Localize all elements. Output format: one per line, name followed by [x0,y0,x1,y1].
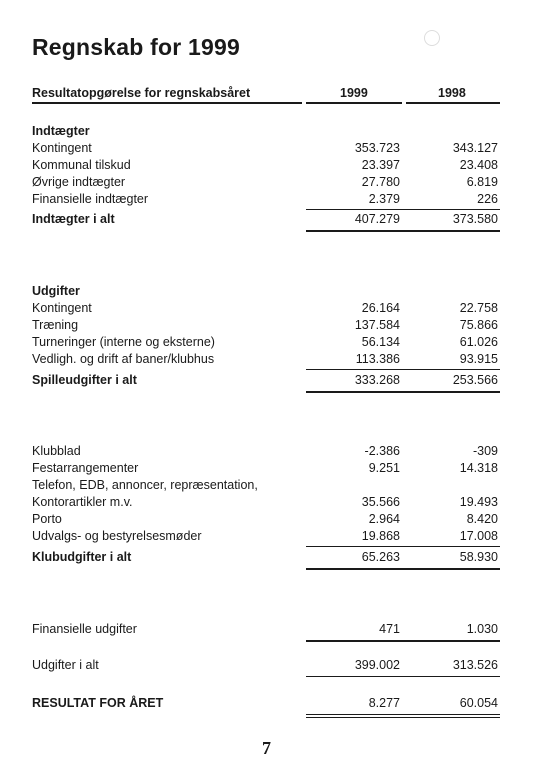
row-value-1998: 23.408 [459,158,498,172]
row-value-1999: 333.268 [354,373,400,387]
row-label: Spilleudgifter i alt [32,373,137,387]
row-value-1998: 313.526 [452,658,498,672]
table-row [32,460,500,477]
table-row [32,351,500,368]
row-label: Vedligh. og drift af baner/klubhus [32,352,215,366]
row-value-1998: 93.915 [459,352,498,366]
expenses-heading [32,283,500,300]
table-row [32,191,500,208]
row-label: Porto [32,512,62,526]
row-value-1999: 35.566 [361,495,400,509]
result-rule-top [306,714,500,715]
row-value-1999: 9.251 [368,461,400,475]
row-value-1999: 65.263 [361,550,400,564]
row-value-1998: 60.054 [459,696,498,710]
result-row [32,695,500,712]
row-value-1998: 58.930 [459,550,498,564]
row-value-1999: 26.164 [361,301,400,315]
paper-spot [424,30,440,46]
header-rule-1999 [306,102,402,104]
header-rule-1998 [406,102,500,104]
row-label: Klubudgifter i alt [32,550,132,564]
row-label: Udvalgs- og bestyrelsesmøder [32,529,202,543]
row-label: Træning [32,318,79,332]
row-label: Festarrangementer [32,461,139,475]
row-value-1998: 75.866 [459,318,498,332]
row-value-1998: 253.566 [452,373,498,387]
total-expenses-row [32,657,500,674]
table-row [32,477,500,494]
page-number: 7 [262,738,271,758]
row-value-1999: 19.868 [361,529,400,543]
club-total-rule [306,568,500,570]
row-value-1998: 373.580 [452,212,498,226]
row-label: Kontingent [32,301,92,315]
result-rule-bottom [306,717,500,718]
row-label: Klubblad [32,444,81,458]
row-label: Turneringer (interne og eksterne) [32,335,215,349]
table-row [32,511,500,528]
row-value-1999: 399.002 [354,658,400,672]
table-row [32,494,500,511]
income-subtotal-rule [306,209,500,210]
row-label: Finansielle udgifter [32,622,137,636]
row-label: Øvrige indtægter [32,175,126,189]
expenses-heading-label: Udgifter [32,284,80,298]
row-value-1998: 6.819 [466,175,498,189]
row-value-1999: 407.279 [354,212,400,226]
table-row [32,140,500,157]
row-value-1998: 1.030 [466,622,498,636]
row-value-1998: 19.493 [459,495,498,509]
row-value-1999: 8.277 [368,696,400,710]
row-label: Kontingent [32,141,92,155]
table-row [32,443,500,460]
expenses-total-row [32,372,500,389]
financial-expenses-row [32,621,500,638]
header-year-1999: 1999 [340,86,368,100]
income-heading [32,123,500,140]
row-value-1998: 226 [477,192,498,206]
row-value-1999: 2.379 [368,192,400,206]
header-year-1998: 1998 [438,86,466,100]
row-value-1998: 8.420 [466,512,498,526]
row-value-1998: 17.008 [459,529,498,543]
row-value-1999: 137.584 [354,318,400,332]
table-row [32,317,500,334]
club-total-row [32,549,500,566]
club-subtotal-rule [306,546,500,547]
header-rule-label [32,102,302,104]
row-label: Finansielle indtægter [32,192,149,206]
expenses-subtotal-rule [306,369,500,370]
row-value-1998: 22.758 [459,301,498,315]
table-row [32,157,500,174]
row-value-1999: 27.780 [361,175,400,189]
row-value-1999: 471 [379,622,400,636]
financial-rule [306,640,500,642]
table-row [32,528,500,545]
table-row [32,334,500,351]
income-total-row [32,211,500,228]
row-value-1998: 343.127 [452,141,498,155]
row-label: Telefon, EDB, annoncer, repræsentation, [32,478,258,492]
income-heading-label: Indtægter [32,124,90,138]
table-row [32,174,500,191]
row-value-1999: -2.386 [364,444,400,458]
row-value-1999: 353.723 [354,141,400,155]
row-value-1999: 56.134 [361,335,400,349]
row-value-1999: 113.386 [355,352,400,366]
row-value-1998: -309 [472,444,498,458]
row-label: Udgifter i alt [32,658,99,672]
row-label: Kontorartikler m.v. [32,495,133,509]
expenses-total-rule [306,391,500,393]
header-label: Resultatopgørelse for regnskabsåret [32,86,251,100]
total-expenses-rule [306,676,500,677]
row-label: Indtægter i alt [32,212,115,226]
row-value-1998: 14.318 [459,461,498,475]
row-value-1999: 23.397 [361,158,400,172]
income-total-rule [306,230,500,232]
table-row [32,300,500,317]
row-value-1998: 61.026 [459,335,498,349]
row-label: RESULTAT FOR ÅRET [32,696,164,710]
page-title: Regnskab for 1999 [32,34,240,60]
row-value-1999: 2.964 [368,512,400,526]
row-label: Kommunal tilskud [32,158,131,172]
